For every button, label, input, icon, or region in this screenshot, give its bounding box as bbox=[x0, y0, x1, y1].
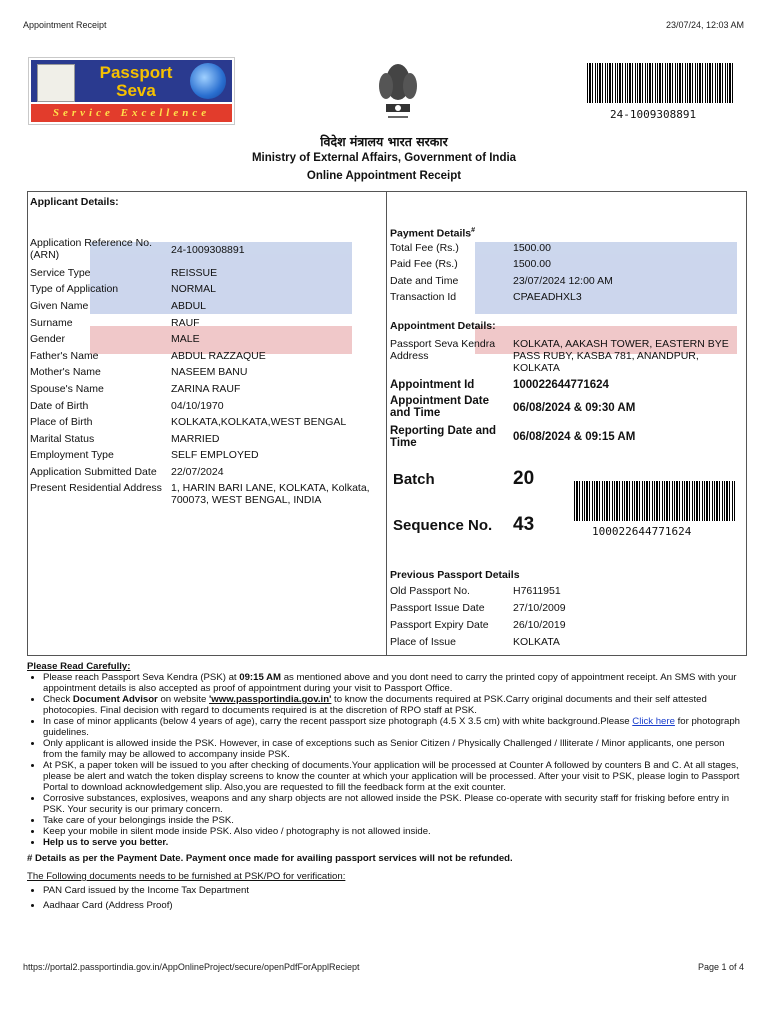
hindi-title: विदेश मंत्रालय भारत सरकार bbox=[320, 134, 448, 149]
globe-icon bbox=[190, 63, 226, 99]
passport-seva-logo bbox=[28, 57, 235, 125]
sequence-value: 43 bbox=[513, 514, 535, 535]
transaction-id-value: CPAEADHXL3 bbox=[513, 291, 582, 303]
total-fee-label: Total Fee (Rs.) bbox=[390, 242, 459, 254]
application-type-label: Type of Application bbox=[30, 283, 119, 295]
reporting-datetime-label: Reporting Date and Time bbox=[390, 425, 497, 449]
mother-name-label: Mother's Name bbox=[30, 366, 101, 378]
instruction-item: • In case of minor applicants (below 4 years of age), carry the recent passport size photograph (4.5 X 3.5 cm) with white background.Please Click here for photograph guidelines. bbox=[43, 716, 743, 738]
surname-label: Surname bbox=[30, 317, 73, 329]
appointment-barcode-text: 100022644771624 bbox=[592, 525, 692, 538]
application-type-value: NORMAL bbox=[171, 283, 216, 295]
previous-passport-heading: Previous Passport Details bbox=[390, 569, 520, 581]
instruction-item: • Corrosive substances, explosives, weapons and any sharp objects are not allowed inside the PSK. Please co-operate with security staff for frisking before entry in PSK. Your security is our primary concern. bbox=[43, 793, 743, 815]
instruction-item: • Please reach Passport Seva Kendra (PSK) at 09:15 AM as mentioned above and you dont need to carry the printed copy of appointment receipt. An SMS with your appointment details is also accepted as proof of appointment during your visit to Passport Office. bbox=[43, 672, 743, 694]
ministry-title: Ministry of External Affairs, Government of India bbox=[251, 152, 517, 164]
transaction-id-label: Transaction Id bbox=[390, 291, 457, 303]
given-name-label: Given Name bbox=[30, 300, 89, 312]
instructions-section bbox=[27, 661, 743, 911]
employment-type-label: Employment Type bbox=[30, 449, 114, 461]
logo-tagline: Service Excellence bbox=[31, 104, 232, 122]
batch-label: Batch bbox=[393, 471, 435, 488]
paid-fee-label: Paid Fee (Rs.) bbox=[390, 258, 458, 270]
instructions-heading: Please Read Carefully: bbox=[27, 661, 131, 672]
arn-value: 24-1009308891 bbox=[171, 244, 245, 256]
appointment-datetime-label: Appointment Date and Time bbox=[390, 395, 490, 419]
total-fee-value: 1500.00 bbox=[513, 242, 551, 254]
old-passport-label: Old Passport No. bbox=[390, 585, 470, 597]
payment-datetime-value: 23/07/2024 12:00 AM bbox=[513, 275, 613, 287]
receipt-title: Online Appointment Receipt bbox=[306, 170, 462, 182]
column-divider bbox=[386, 191, 387, 655]
psk-address-value: KOLKATA, AAKASH TOWER, EASTERN BYE PASS RUBY, KASBA 781, ANANDPUR, KOLKATA bbox=[513, 338, 729, 374]
dob-label: Date of Birth bbox=[30, 400, 89, 412]
arn-barcode bbox=[587, 63, 733, 103]
issue-date-value: 27/10/2009 bbox=[513, 602, 566, 614]
document-item: • PAN Card issued by the Income Tax Department bbox=[43, 885, 743, 896]
surname-value: RAUF bbox=[171, 317, 200, 329]
instruction-item: • Only applicant is allowed inside the PSK. However, in case of exceptions such as Senior Citizen / Physically Challenged / Illiterate / Minor applicants, one person from the family may be allowed to accompany inside PSK. bbox=[43, 738, 743, 760]
employment-type-value: SELF EMPLOYED bbox=[171, 449, 259, 461]
appointment-id-label: Appointment Id bbox=[390, 379, 475, 391]
expiry-date-value: 26/10/2019 bbox=[513, 619, 566, 631]
arn-barcode-text: 24-1009308891 bbox=[610, 108, 697, 121]
instruction-item: • Help us to serve you better. bbox=[43, 837, 743, 848]
paid-fee-value: 1500.00 bbox=[513, 258, 551, 270]
arn-label: Application Reference No. (ARN) bbox=[30, 237, 152, 261]
marital-status-value: MARRIED bbox=[171, 433, 220, 445]
instruction-item: • Keep your mobile in silent mode inside PSK. Also video / photography is not allowed inside. bbox=[43, 826, 743, 837]
appointment-heading: Appointment Details: bbox=[390, 320, 496, 332]
appointment-datetime-value: 06/08/2024 & 09:30 AM bbox=[513, 402, 636, 414]
service-type-label: Service Type bbox=[30, 267, 91, 279]
place-of-birth-label: Place of Birth bbox=[30, 416, 93, 428]
reporting-datetime-value: 06/08/2024 & 09:15 AM bbox=[513, 431, 636, 443]
spouse-name-label: Spouse's Name bbox=[30, 383, 104, 395]
address-value: 1, HARIN BARI LANE, KOLKATA, Kolkata, 700073, WEST BENGAL, INDIA bbox=[171, 482, 370, 506]
print-page-title: Appointment Receipt bbox=[23, 20, 107, 30]
instruction-item: • At PSK, a paper token will be issued to you after checking of documents.Your application will be processed at Counter A followed by counters B and C. At all stages, please be alert and watch the token display screens to know the counter at which your application will be processed. After your visit to PSK, please login to Passport Portal to download acknowledgement slip. Also,you are requested to fill the feedback form at the exit counter. bbox=[43, 760, 743, 793]
mother-name-value: NASEEM BANU bbox=[171, 366, 248, 378]
applicant-heading: Applicant Details: bbox=[30, 196, 119, 208]
father-name-value: ABDUL RAZZAQUE bbox=[171, 350, 266, 362]
submitted-date-value: 22/07/2024 bbox=[171, 466, 224, 478]
print-page-number: Page 1 of 4 bbox=[697, 962, 744, 972]
gender-value: MALE bbox=[171, 333, 200, 345]
submitted-date-label: Application Submitted Date bbox=[30, 466, 157, 478]
emblem-icon bbox=[37, 64, 75, 102]
instruction-item: • Take care of your belongings inside the PSK. bbox=[43, 815, 743, 826]
spouse-name-value: ZARINA RAUF bbox=[171, 383, 241, 395]
click-here-link[interactable]: Click here bbox=[632, 716, 675, 727]
gender-label: Gender bbox=[30, 333, 66, 345]
logo-line1: Passport bbox=[99, 63, 173, 82]
appointment-id-value: 100022644771624 bbox=[513, 379, 609, 391]
place-of-birth-value: KOLKATA,KOLKATA,WEST BENGAL bbox=[171, 416, 347, 428]
issue-date-label: Passport Issue Date bbox=[390, 602, 485, 614]
marital-status-label: Marital Status bbox=[30, 433, 95, 445]
instruction-item: • Check Document Advisor on website 'www.passportindia.gov.in' to know the documents required at PSK.Carry original documents and their self attested photocopies. Final decision with regard to documents required is at the discretion of RPO staff at PSK. bbox=[43, 694, 743, 716]
payment-heading-mark: # bbox=[471, 227, 476, 234]
given-name-value: ABDUL bbox=[171, 300, 207, 312]
document-item: • Aadhaar Card (Address Proof) bbox=[43, 900, 743, 911]
payment-datetime-label: Date and Time bbox=[390, 275, 459, 287]
place-of-issue-value: KOLKATA bbox=[513, 636, 560, 648]
logo-line2: Seva bbox=[116, 81, 156, 100]
national-emblem-icon bbox=[372, 60, 424, 126]
place-of-issue-label: Place of Issue bbox=[390, 636, 456, 648]
documents-heading: The Following documents needs to be furnished at PSK/PO for verification: bbox=[27, 871, 346, 882]
print-url: https://portal2.passportindia.gov.in/AppOnlineProject/secure/openPdfForApplReciept bbox=[23, 962, 360, 972]
payment-note: # Details as per the Payment Date. Payment once made for availing passport services will not be refunded. bbox=[27, 853, 513, 864]
psk-address-label: Passport Seva Kendra Address bbox=[390, 338, 496, 362]
father-name-label: Father's Name bbox=[30, 350, 99, 362]
print-datetime: 23/07/24, 12:03 AM bbox=[665, 20, 744, 30]
appointment-barcode bbox=[574, 481, 735, 521]
dob-value: 04/10/1970 bbox=[171, 400, 224, 412]
address-label: Present Residential Address bbox=[30, 482, 162, 494]
old-passport-value: H7611951 bbox=[513, 585, 561, 597]
expiry-date-label: Passport Expiry Date bbox=[390, 619, 489, 631]
sequence-label: Sequence No. bbox=[393, 517, 493, 534]
payment-heading: Payment Details# bbox=[390, 227, 476, 240]
batch-value: 20 bbox=[513, 468, 535, 489]
service-type-value: REISSUE bbox=[171, 267, 218, 279]
